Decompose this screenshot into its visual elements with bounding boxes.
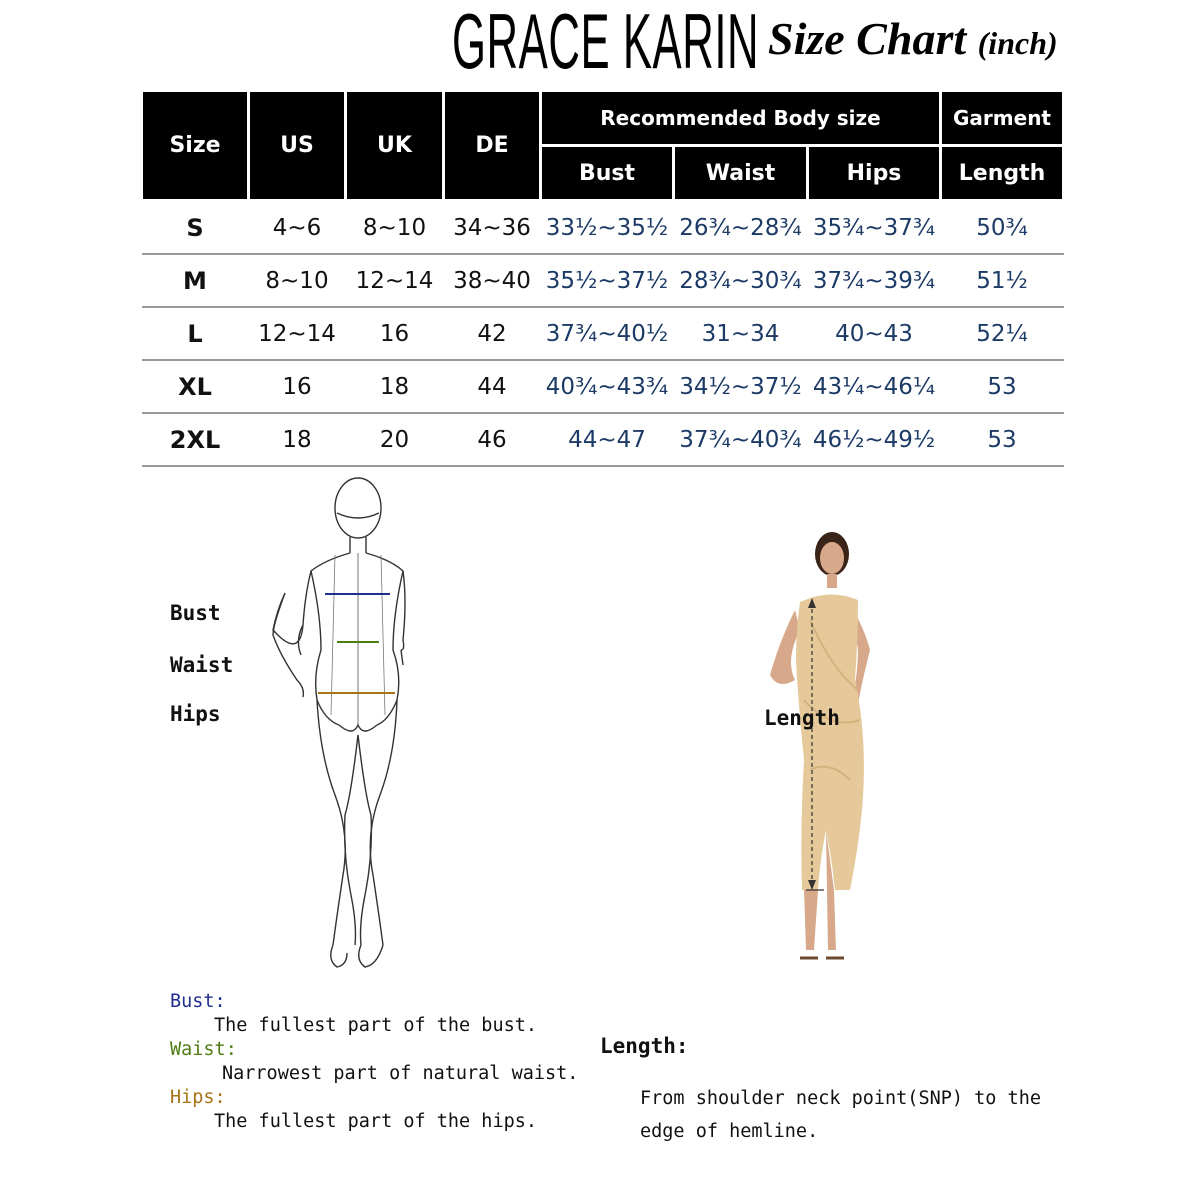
cell-hips: 46½~49½ xyxy=(808,413,941,466)
table-row xyxy=(142,254,1064,307)
header-size: Size xyxy=(142,91,249,201)
def-length-text xyxy=(640,1082,1060,1148)
unit-text: (inch) xyxy=(977,25,1058,61)
cell-bust: 40¾~43¾ xyxy=(541,360,674,413)
cell-bust: 35½~37½ xyxy=(541,254,674,307)
header-bust: Bust xyxy=(541,146,674,201)
figure-label-hips: Hips xyxy=(170,702,221,726)
def-bust-text: The fullest part of the bust. xyxy=(214,1015,538,1036)
def-length-line-2: edge of hemline. xyxy=(640,1121,819,1142)
cell-bust: 44~47 xyxy=(541,413,674,466)
def-hips-text: The fullest part of the hips. xyxy=(214,1111,538,1132)
cell-waist: 37¾~40¾ xyxy=(674,413,808,466)
cell-uk: 16 xyxy=(346,307,444,360)
cell-length: 52¼ xyxy=(941,307,1064,360)
cell-us: 4~6 xyxy=(249,201,346,255)
figure-label-bust: Bust xyxy=(170,601,221,625)
table-row xyxy=(142,307,1064,360)
chart-title xyxy=(768,13,1058,64)
cell-hips: 43¼~46¼ xyxy=(808,360,941,413)
cell-waist: 28¾~30¾ xyxy=(674,254,808,307)
cell-de: 34~36 xyxy=(444,201,541,255)
cell-size: 2XL xyxy=(142,413,249,466)
table-row xyxy=(142,201,1064,255)
cell-size: L xyxy=(142,307,249,360)
cell-size: XL xyxy=(142,360,249,413)
def-length-label: Length: xyxy=(600,1034,689,1058)
header-de: DE xyxy=(444,91,541,201)
model-photo xyxy=(740,530,890,980)
cell-uk: 18 xyxy=(346,360,444,413)
title-text: Size Chart xyxy=(768,13,967,64)
size-table xyxy=(140,89,1065,467)
cell-us: 12~14 xyxy=(249,307,346,360)
brand-logo: GRACE KARIN xyxy=(452,0,760,85)
body-figure-illustration xyxy=(255,475,455,975)
cell-length: 51½ xyxy=(941,254,1064,307)
cell-length: 53 xyxy=(941,360,1064,413)
cell-hips: 37¾~39¾ xyxy=(808,254,941,307)
def-waist-label: Waist: xyxy=(170,1039,237,1060)
header-waist: Waist xyxy=(674,146,808,201)
cell-uk: 12~14 xyxy=(346,254,444,307)
header-uk: UK xyxy=(346,91,444,201)
def-waist-text: Narrowest part of natural waist. xyxy=(222,1063,579,1084)
def-hips-label: Hips: xyxy=(170,1087,226,1108)
cell-waist: 26¾~28¾ xyxy=(674,201,808,255)
def-bust-label: Bust: xyxy=(170,991,226,1012)
header-us: US xyxy=(249,91,346,201)
header-hips: Hips xyxy=(808,146,941,201)
table-row xyxy=(142,360,1064,413)
cell-de: 38~40 xyxy=(444,254,541,307)
cell-bust: 33½~35½ xyxy=(541,201,674,255)
def-length-line-1: From shoulder neck point(SNP) to the xyxy=(640,1088,1041,1109)
cell-hips: 40~43 xyxy=(808,307,941,360)
header-garment: Garment xyxy=(941,91,1064,146)
model-label-length: Length xyxy=(764,706,840,730)
cell-length: 53 xyxy=(941,413,1064,466)
table-row xyxy=(142,413,1064,466)
cell-size: S xyxy=(142,201,249,255)
cell-hips: 35¾~37¾ xyxy=(808,201,941,255)
dress-shape xyxy=(796,594,864,890)
cell-us: 16 xyxy=(249,360,346,413)
cell-bust: 37¾~40½ xyxy=(541,307,674,360)
cell-uk: 8~10 xyxy=(346,201,444,255)
cell-waist: 31~34 xyxy=(674,307,808,360)
cell-de: 46 xyxy=(444,413,541,466)
figure-label-waist: Waist xyxy=(170,653,234,677)
cell-us: 8~10 xyxy=(249,254,346,307)
header-length: Length xyxy=(941,146,1064,201)
cell-us: 18 xyxy=(249,413,346,466)
cell-size: M xyxy=(142,254,249,307)
cell-uk: 20 xyxy=(346,413,444,466)
cell-de: 44 xyxy=(444,360,541,413)
cell-de: 42 xyxy=(444,307,541,360)
cell-length: 50¾ xyxy=(941,201,1064,255)
header-body-size: Recommended Body size xyxy=(541,91,941,146)
cell-waist: 34½~37½ xyxy=(674,360,808,413)
